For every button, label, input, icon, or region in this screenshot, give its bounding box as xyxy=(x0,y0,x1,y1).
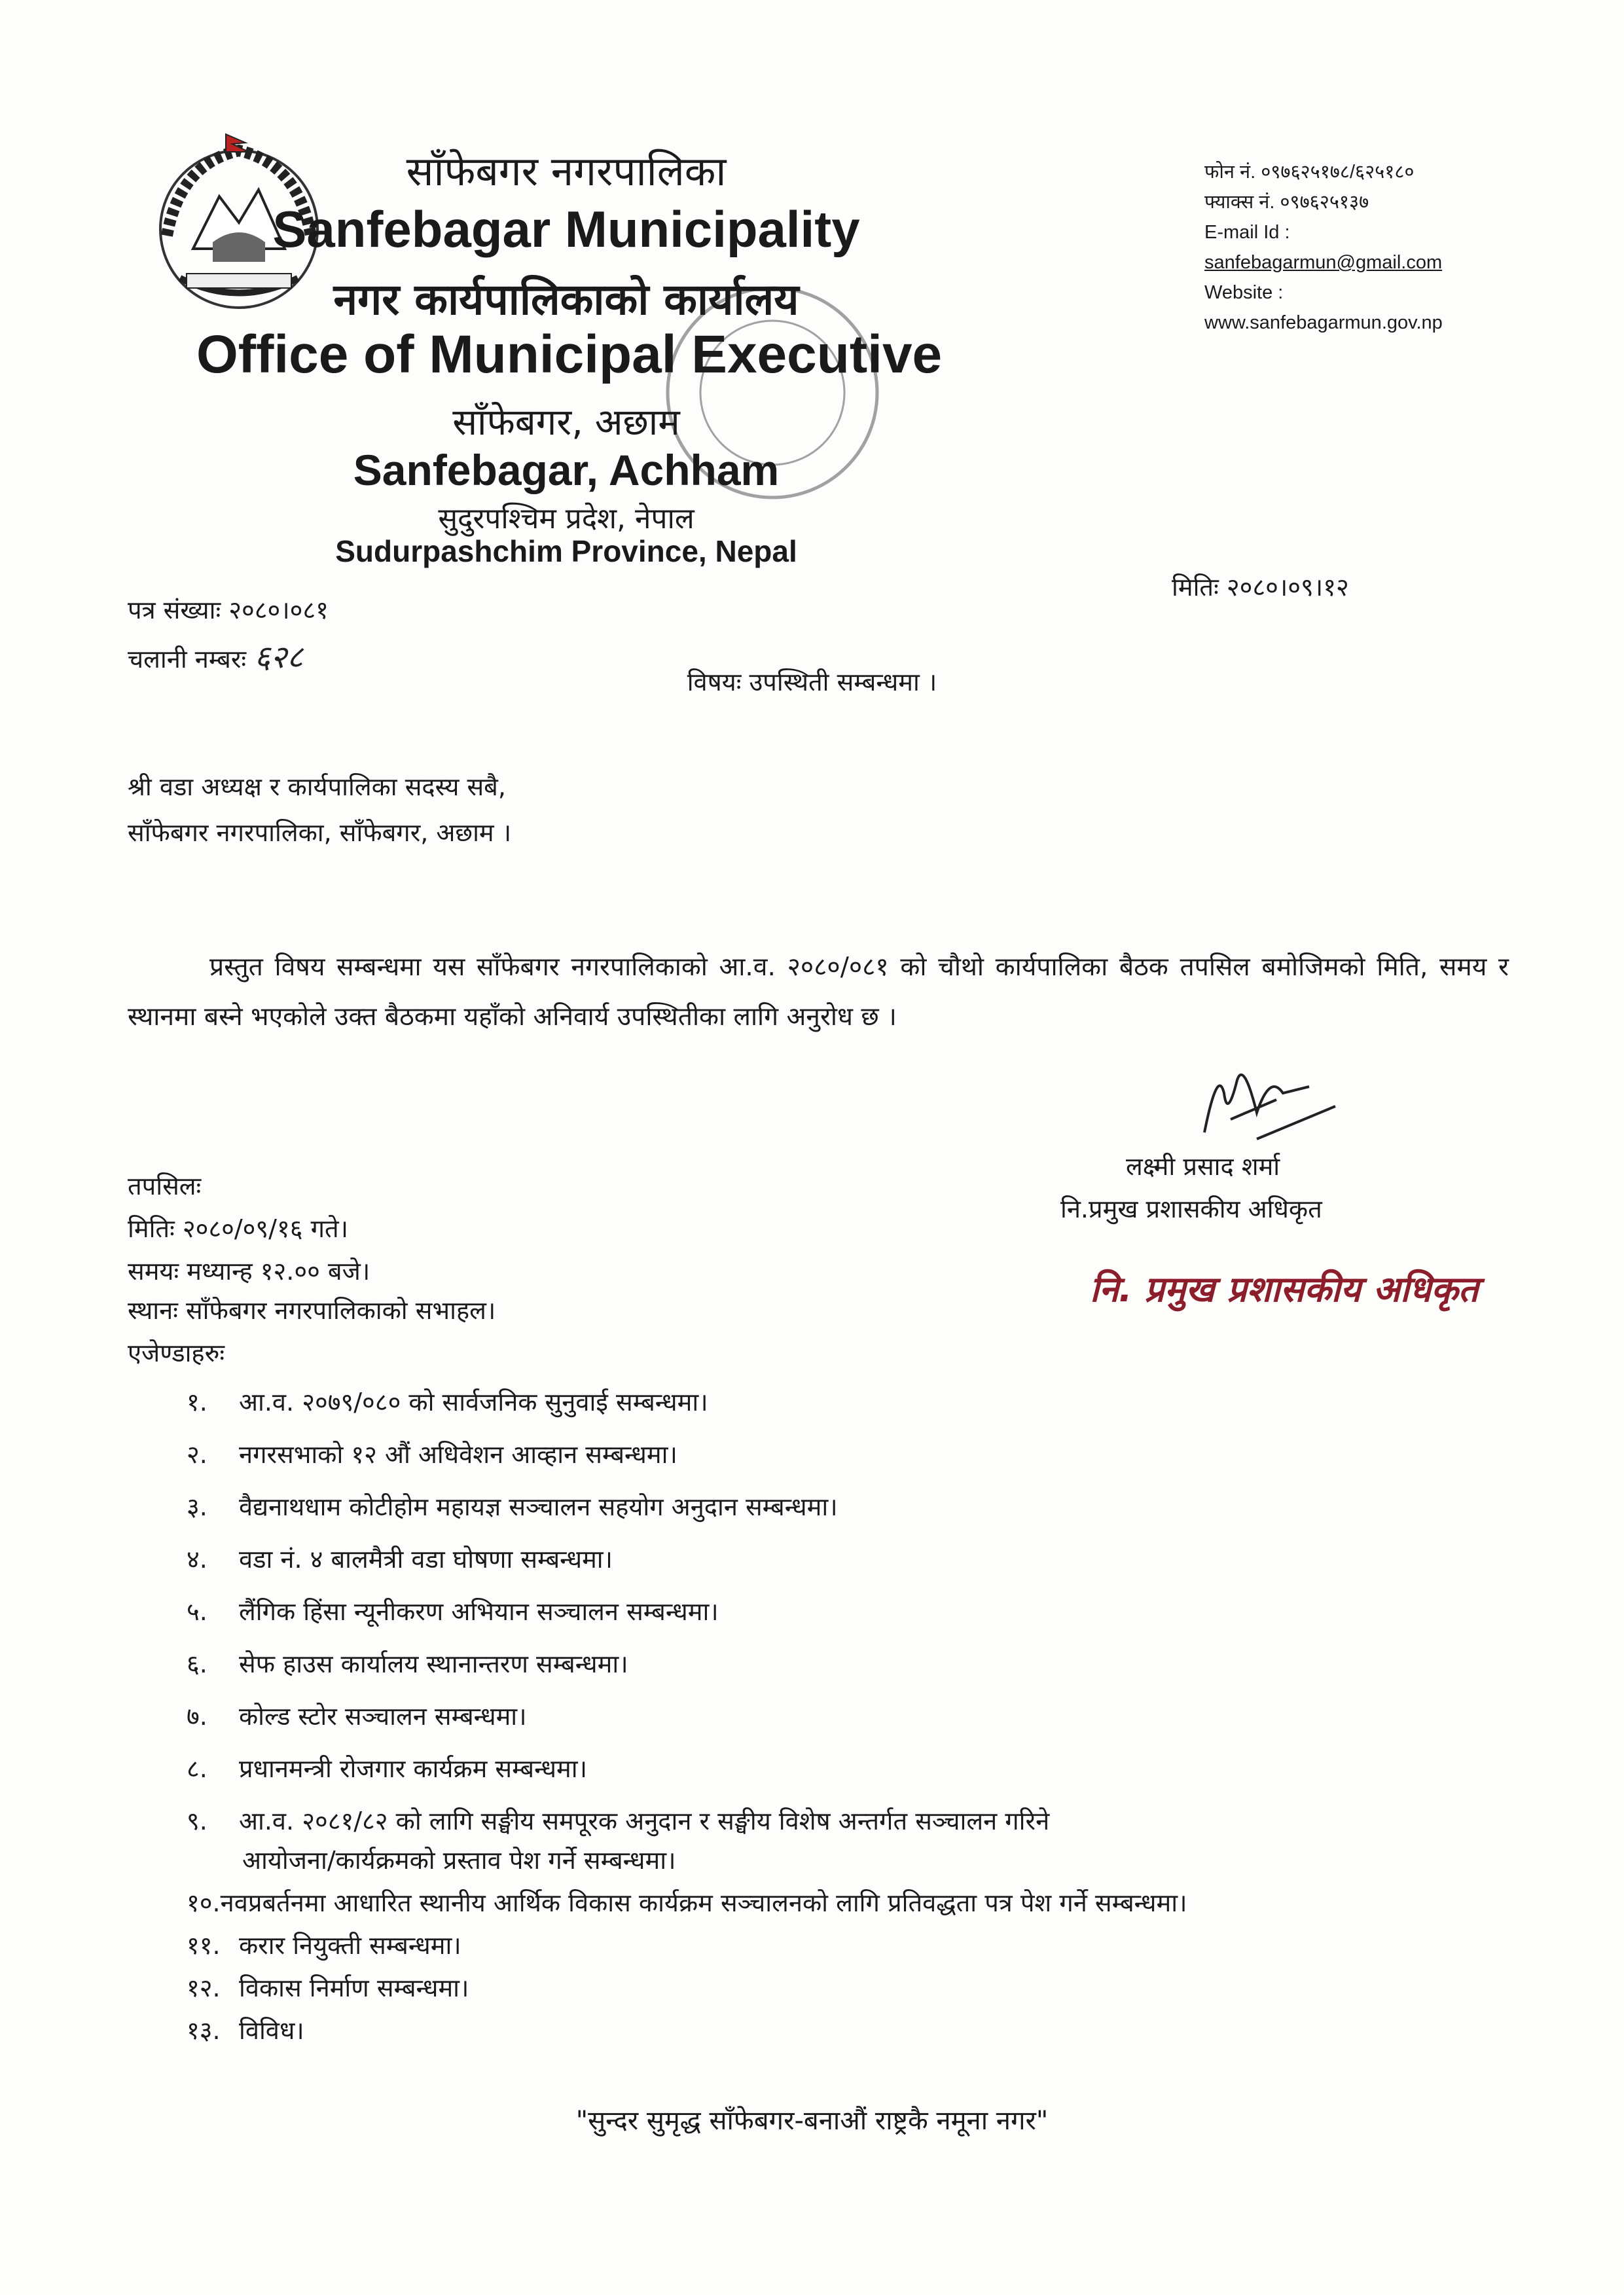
office-name-np: नगर कार्यपालिकाको कार्यालय xyxy=(333,274,799,325)
footer-motto: "सुन्दर सुमृद्ध साँफेबगर-बनाऔं राष्ट्रकै नमूना नगर" xyxy=(575,2106,1049,2136)
agenda-item: ९. आ.व. २०८१/८२ को लागि सङ्घीय समपूरक अनुदान र सङ्घीय विशेष अन्तर्गत सञ्चालन गरिने xyxy=(187,1807,1050,1835)
signature-icon xyxy=(1060,1054,1453,1152)
agenda-item: ७. कोल्ड स्टोर सञ्चालन सम्बन्धमा। xyxy=(187,1702,527,1731)
website-label: Website : xyxy=(1204,282,1284,303)
signatory-title: नि.प्रमुख प्रशासकीय अधिकृत xyxy=(1060,1195,1322,1223)
agenda-item: ३. वैद्यनाथधाम कोटीहोम महायज्ञ सञ्चालन सहयोग अनुदान सम्बन्धमा। xyxy=(187,1492,838,1521)
addressee-line-1: श्री वडा अध्यक्ष र कार्यपालिका सदस्य सबै, xyxy=(128,772,506,801)
letter-date: मितिः २०८०।०९।१२ xyxy=(1172,573,1349,602)
addressee-line-2: साँफेबगर नगरपालिका, साँफेबगर, अछाम । xyxy=(128,818,512,847)
agenda-item: १. आ.व. २०७९/०८० को सार्वजनिक सुनुवाई सम्बन्धमा। xyxy=(187,1388,708,1417)
office-name-en: Office of Municipal Executive xyxy=(196,325,943,384)
agenda-item: २. नगरसभाको १२ औं अधिवेशन आव्हान सम्बन्धमा। xyxy=(187,1440,677,1469)
agenda-item: ६. सेफ हाउस कार्यालय स्थानान्तरण सम्बन्धमा। xyxy=(187,1650,628,1678)
details-heading: तपसिलः xyxy=(128,1172,202,1201)
agenda-item: १०.नवप्रबर्तनमा आधारित स्थानीय आर्थिक विकास कार्यक्रम सञ्चालनको लागि प्रतिवद्धता पत्र पेश गर्ने सम्बन्धमा। xyxy=(187,1888,1187,1917)
agenda-item: ५. लैंगिक हिंसा न्यूनीकरण अभियान सञ्चालन सम्बन्धमा। xyxy=(187,1597,719,1626)
email-label: E-mail Id : xyxy=(1204,222,1290,243)
place-en: Sanfebagar, Achham xyxy=(353,446,780,494)
agenda-item-continuation: आयोजना/कार्यक्रमको प्रस्ताव पेश गर्ने सम्बन्धमा। xyxy=(242,1846,676,1875)
agenda-item: ११. करार नियुक्ती सम्बन्धमा। xyxy=(187,1931,461,1960)
agenda-item: ४. वडा नं. ४ बालमैत्री वडा घोषणा सम्बन्धमा। xyxy=(187,1545,613,1574)
dispatch-value: ६२८ xyxy=(254,639,304,676)
place-np: साँफेबगर, अछाम xyxy=(452,401,680,444)
contact-block xyxy=(1204,157,1443,338)
province-np: सुदुरपश्चिम प्रदेश, नेपाल xyxy=(438,502,695,535)
signatory-name: लक्ष्मी प्रसाद शर्मा xyxy=(1126,1152,1280,1181)
body-paragraph: प्रस्तुत विषय सम्बन्धमा यस साँफेबगर नगरपालिकाको आ.व. २०८०/०८१ को चौथो कार्यपालिका बैठक तपसिल बमोजिमको मिति, समय र स्थानमा बस्ने भएकोले उक्त बैठकमा यहाँको अनिवार्य उपस्थितीका लागि अनुरोध छ । xyxy=(128,952,1509,1032)
agenda-item: ८. प्रधानमन्त्री रोजगार कार्यक्रम सम्बन्धमा। xyxy=(187,1754,587,1783)
meeting-place: स्थानः साँफेबगर नगरपालिकाको सभाहल। xyxy=(128,1296,496,1325)
municipality-name-en: Sanfebagar Municipality xyxy=(272,200,860,258)
signatory-seal: नि. प्रमुख प्रशासकीय अधिकृत xyxy=(1090,1269,1479,1310)
email-link[interactable]: sanfebagarmun@gmail.com xyxy=(1204,252,1443,273)
subject-line: विषयः उपस्थिती सम्बन्धमा । xyxy=(687,668,937,696)
agenda-item: १३. विविध। xyxy=(187,2016,304,2045)
website-link[interactable]: www.sanfebagarmun.gov.np xyxy=(1204,312,1443,333)
fax-number: फ्याक्स नं. ०९७६२५१३७ xyxy=(1204,192,1369,213)
meeting-time: समयः मध्यान्ह १२.०० बजे। xyxy=(128,1257,370,1286)
meeting-date: मितिः २०८०/०९/१६ गते। xyxy=(128,1214,349,1243)
province-en: Sudurpashchim Province, Nepal xyxy=(335,534,797,568)
phone-number: फोन नं. ०९७६२५१७८/६२५१८० xyxy=(1204,162,1415,183)
agenda-item: १२. विकास निर्माण सम्बन्धमा। xyxy=(187,1974,469,2002)
dispatch-label: चलानी नम्बरः xyxy=(128,645,247,674)
municipality-name-np: साँफेबगर नगरपालिका xyxy=(406,147,727,195)
agenda-heading: एजेण्डाहरुः xyxy=(128,1339,225,1367)
letter-number: पत्र संख्याः २०८०।०८१ xyxy=(128,596,329,624)
